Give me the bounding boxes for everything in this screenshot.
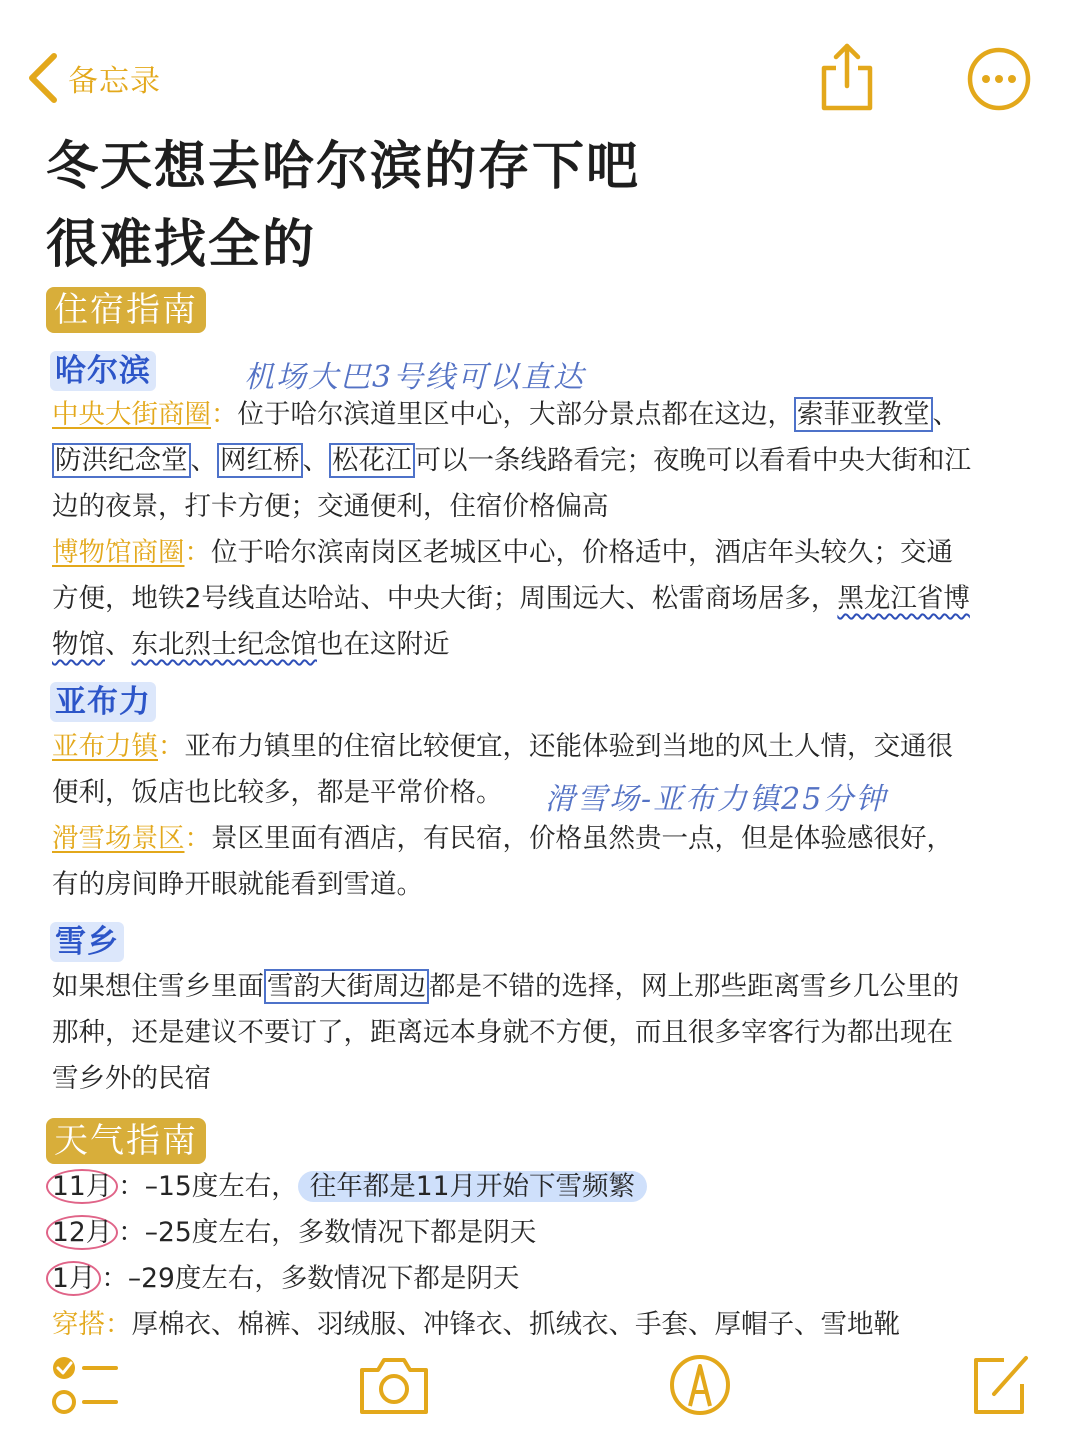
yabuli-line-2: 便利，饭店也比较多，都是平常价格。 (52, 777, 503, 808)
text: 都是不错的选择，网上那些距离雪乡几公里的 (429, 971, 959, 1002)
harbin-line-2 (52, 442, 971, 480)
text: 位于哈尔滨南岗区老城区中心，价格适中，酒店年头较久；交通 (211, 537, 953, 568)
boxed-wanghong-bridge: 网红桥 (217, 443, 303, 478)
back-button[interactable] (26, 52, 161, 104)
text: 厚棉衣、棉裤、羽绒服、冲锋衣、抓绒衣、手套、厚帽子、雪地靴 (131, 1309, 900, 1340)
weather-jan (52, 1260, 519, 1298)
boxed-xueyun-street: 雪韵大街周边 (264, 969, 429, 1004)
colon: ： (101, 1263, 128, 1294)
colon: ： (184, 537, 211, 568)
xuexiang-line-3: 雪乡外的民宿 (52, 1063, 211, 1094)
text: 、 (190, 445, 217, 476)
text: 、 (302, 445, 329, 476)
harbin-line-5 (52, 580, 970, 618)
text: 位于哈尔滨道里区中心，大部分景点都在这边， (237, 399, 794, 430)
harbin-line-4 (52, 534, 953, 572)
yabuli-line-4: 有的房间睁开眼就能看到雪道。 (52, 869, 423, 900)
tag-museum-district: 博物馆商圈 (52, 537, 185, 568)
pen-icon[interactable] (668, 1350, 732, 1420)
chevron-left-icon (26, 52, 60, 104)
boxed-st-sophia-cathedral: 索菲亚教堂 (794, 397, 933, 432)
text: –29度左右，多数情况下都是阴天 (127, 1263, 520, 1294)
circled-month-dec: 12月 (46, 1215, 118, 1250)
wear-label: 穿搭 (52, 1309, 105, 1340)
harbin-line-1 (52, 396, 959, 434)
colon: ： (118, 1217, 145, 1248)
compose-icon[interactable] (968, 1350, 1032, 1420)
heading-xuexiang: 雪乡 (50, 922, 124, 962)
colon: ： (158, 731, 185, 762)
section-badge-lodging: 住宿指南 (46, 287, 206, 333)
title-line-2: 很难找全的 (46, 215, 317, 275)
yabuli-line-3 (52, 820, 953, 858)
checklist-icon[interactable] (50, 1350, 120, 1420)
handwritten-note-ski-resort: 滑雪场-亚布力镇25分钟 (545, 782, 888, 817)
tag-central-street: 中央大街商圈 (52, 399, 211, 430)
text: 、 (105, 629, 132, 660)
text: 如果想住雪乡里面 (52, 971, 264, 1002)
colon: ： (184, 823, 211, 854)
title-line-1: 冬天想去哈尔滨的存下吧 (46, 137, 641, 197)
text: 景区里面有酒店，有民宿，价格虽然贵一点，但是体验感很好， (211, 823, 953, 854)
text: –25度左右，多数情况下都是阴天 (144, 1217, 537, 1248)
text: 方便，地铁2号线直达哈站、中央大街；周围远大、松雷商场居多， (52, 583, 838, 614)
weather-dec (52, 1214, 536, 1252)
xuexiang-line-2: 那种，还是建议不要订了，距离远本身就不方便，而且很多宰客行为都出现在 (52, 1017, 953, 1048)
harbin-line-3: 边的夜景，打卡方便；交通便利，住宿价格偏高 (52, 491, 609, 522)
share-icon[interactable] (816, 40, 878, 112)
boxed-flood-memorial: 防洪纪念堂 (52, 443, 191, 478)
weather-nov (52, 1168, 647, 1206)
wavy-heilongjiang-museum: 黑龙江省博 (837, 583, 970, 614)
note-title[interactable] (46, 128, 640, 284)
heading-harbin: 哈尔滨 (50, 351, 156, 391)
colon: ： (211, 399, 238, 430)
camera-icon[interactable] (356, 1350, 432, 1420)
yabuli-line-1 (52, 728, 953, 766)
harbin-line-6 (52, 626, 450, 664)
tag-yabuli-town: 亚布力镇 (52, 731, 158, 762)
back-label: 备忘录 (68, 64, 161, 99)
wavy-martyrs-memorial: 东北烈士纪念馆 (131, 629, 317, 660)
xuexiang-line-1 (52, 968, 959, 1006)
circled-month-nov: 11月 (46, 1169, 118, 1204)
handwritten-note-airport-bus: 机场大巴3号线可以直达 (244, 360, 586, 395)
circled-month-jan: 1月 (46, 1261, 101, 1296)
colon: ： (105, 1309, 132, 1340)
boxed-songhua-river: 松花江 (329, 443, 415, 478)
text: –15度左右， (144, 1171, 298, 1202)
ellipsis-icon[interactable] (966, 46, 1032, 112)
weather-wear (52, 1306, 900, 1344)
text: 、 (932, 399, 959, 430)
text: 亚布力镇里的住宿比较便宜，还能体验到当地的风土人情，交通很 (184, 731, 953, 762)
section-badge-weather: 天气指南 (46, 1118, 206, 1164)
tag-ski-resort: 滑雪场景区 (52, 823, 185, 854)
colon: ： (118, 1171, 145, 1202)
highlight-snow-note: 往年都是11月开始下雪频繁 (298, 1171, 647, 1202)
wavy-museum-end: 物馆 (52, 629, 105, 660)
text: 也在这附近 (317, 629, 450, 660)
text: 可以一条线路看完；夜晚可以看看中央大街和江 (414, 445, 971, 476)
heading-yabuli: 亚布力 (50, 682, 156, 722)
